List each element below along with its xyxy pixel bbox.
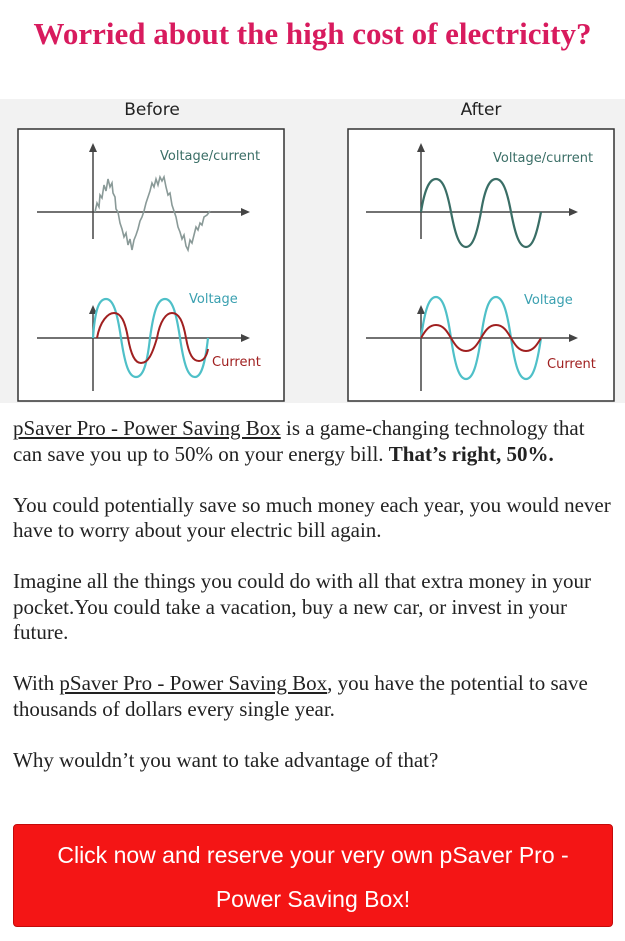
product-link[interactable]: pSaver Pro - Power Saving Box	[13, 416, 281, 440]
paragraph-imagine: Imagine all the things you could do with all that extra money in your pocket.You could take a vacation, buy a new car, or invest in your future.	[13, 569, 591, 644]
after-voltage-current-label: Voltage/current	[493, 151, 594, 166]
product-link-2[interactable]: pSaver Pro - Power Saving Box	[59, 671, 328, 695]
before-title: Before	[124, 100, 180, 120]
intro-emphasis: That’s right, 50%.	[388, 441, 554, 466]
before-after-diagram	[0, 99, 625, 403]
article-body	[13, 416, 613, 799]
before-current-label: Current	[212, 355, 261, 370]
paragraph-question: Why wouldn’t you want to take advantage of that?	[13, 747, 439, 772]
paragraph-potential	[13, 671, 613, 722]
paragraph-savings: You could potentially save so much money each year, you would never have to worry about your electric bill again.	[13, 492, 611, 542]
before-panel	[18, 129, 284, 401]
potential-suffix: , you have the potential to save thousands of dollars every single year.	[13, 671, 588, 721]
reserve-cta-button[interactable]: Click now and reserve your very own pSaver Pro - Power Saving Box!	[13, 824, 613, 927]
before-voltage-current-label: Voltage/current	[160, 149, 261, 164]
intro-text: is a game-changing technology that can save you up to 50% on your energy bill.	[13, 416, 585, 466]
after-current-label: Current	[547, 357, 596, 372]
headline: Worried about the high cost of electricity?	[33, 16, 592, 51]
after-panel	[348, 129, 614, 401]
potential-prefix: With	[13, 671, 60, 695]
before-voltage-label: Voltage	[189, 292, 238, 307]
after-voltage-label: Voltage	[524, 293, 573, 308]
paragraph-intro	[13, 416, 613, 467]
after-title: After	[460, 100, 502, 120]
